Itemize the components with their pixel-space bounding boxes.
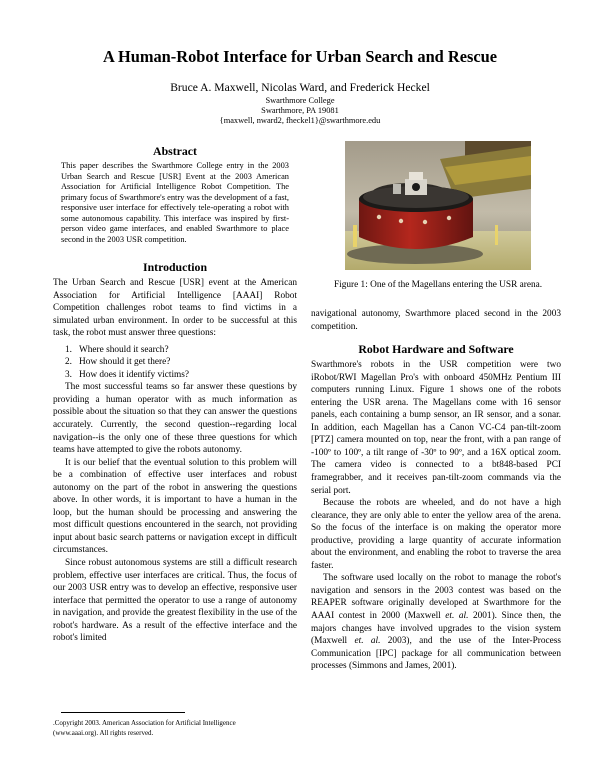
- intro-paragraph-4: Since robust autonomous systems are still a difficult research problem, effective user interfaces are critical. Thus, the focus of our 2003 USR entry was to develop an effective, responsive user interface that permitted the operator to use a range of autonomy in navigation, and provide the greatest flexibility in the use of the robot's hardware. As a result of the effective interface and the robot's limited: [53, 558, 297, 644]
- question-list: [53, 344, 297, 382]
- hardware-heading: Robot Hardware and Software: [358, 342, 514, 357]
- intro-paragraph-4-continued: navigational autonomy, Swarthmore placed second in the 2003 competition.: [311, 309, 561, 332]
- affiliation-institution: Swarthmore College: [265, 96, 335, 105]
- author-list: Bruce A. Maxwell, Nicolas Ward, and Frederick Heckel: [170, 81, 430, 94]
- affiliation-emails: {maxwell, nward2, fheckel1}@swarthmore.edu: [219, 116, 381, 125]
- footnote-line: (www.aaai.org). All rights reserved.: [53, 729, 154, 737]
- intro-paragraph-3: It is our belief that the eventual solution to this problem will be a combination of effective user interfaces and robust autonomy on the part of the robot in answering the questions above. In other words, it is important to have a human in the loop, but the human should be processing and answering the most difficult questions encountered in the search, not providing input about basic search patterns or navigation except in difficult circumstances.: [53, 457, 297, 556]
- right-column: [311, 308, 561, 673]
- left-column: [53, 260, 297, 645]
- hardware-paragraph-2: Because the robots are wheeled, and do not have a high clearance, they are only able to enter the yellow area of the arena. So the focus of the interface is on making the operator more productive, providing a large quantity of accurate information about the environment, and enabling the robot to traverse the area faster.: [311, 498, 561, 571]
- hardware-paragraph-3: The software used locally on the robot to manage the robot's navigation and sensors in the 2003 contest was based on the REAPER software originally developed at Swarthmore for the AAAI contest in 2000 (Maxwell et. al. 2001). Since then, the majors changes have involved upgrades to the vision system (Maxwell et. al. 2003), and the use of the Inter-Process Communication [IPC] package for all communication between processes (Simmons and James, 2001).: [311, 573, 561, 672]
- figure-robot-photo: [345, 141, 531, 270]
- abstract-heading: Abstract: [153, 144, 197, 158]
- intro-paragraph-2: The most successful teams so far answer these questions by providing a human operator with as much information as possible about the situation so that they can answer the questions accurately. Currently, the second question--regarding local navigation--is the only one of these three questions for which teams have attempted to give the robots autonomy.: [53, 382, 297, 456]
- intro-paragraph-1: The Urban Search and Rescue [USR] event at the American Association for Artificial Intelligence [AAAI] Robot Competition challenges robot teams to find victims in a simulated urban environment. In order to be successful at this task, the robot must answer three questions:: [53, 278, 297, 339]
- figure-caption: Figure 1: One of the Magellans entering the USR arena.: [333, 280, 543, 290]
- abstract-text: This paper describes the Swarthmore College entry in the 2003 Urban Search and Rescue [USR] Event at the 2003 American Association for Artificial Intelligence Robot Competition. The primary focus of Swarthmore's entry was the development of a fast, responsive user interface for effectively tele-operating a robot with some autonomous capability. This interface was inspired by first-person video game interfaces, and enabled Swarthmore to place second in the 2003 USR competition.: [61, 161, 289, 244]
- list-item: 3. How does it identify victims?: [65, 369, 189, 380]
- paper-title: A Human-Robot Interface for Urban Search and Rescue: [102, 47, 498, 66]
- affiliation-address: Swarthmore, PA 19081: [261, 106, 339, 115]
- magellan-robot-image: [345, 141, 531, 270]
- abstract-body: [61, 161, 289, 245]
- hardware-paragraph-1: Swarthmore's robots in the USR competition were two iRobot/RWI Magellan Pro's with onboard 450MHz Pentium III computers running Linux. Figure 1 shows one of the robots entering the USR arena. The Magellans come with 16 sensor panels, each containing a bump sensor, an IR sensor, and a sonar. In addition, each Magellan has a Canon VC-C4 pan-tilt-zoom [PTZ] camera mounted on top, near the front, with a pan range of -100º to 100º, a tilt range of -30º to 90º, and a 16X optical zoom. The camera video is connected to a bt848-based PCI framegrabber, and it receives pan-tilt-zoom commands via the serial port.: [311, 360, 561, 496]
- footnote-line: .Copyright 2003. American Association for Artificial Intelligence: [53, 719, 236, 727]
- footnote-rule: [61, 712, 185, 713]
- introduction-heading: Introduction: [142, 260, 208, 274]
- list-item: 2. How should it get there?: [65, 357, 171, 368]
- list-item: 1. Where should it search?: [65, 344, 169, 355]
- copyright-footnote: [53, 718, 293, 738]
